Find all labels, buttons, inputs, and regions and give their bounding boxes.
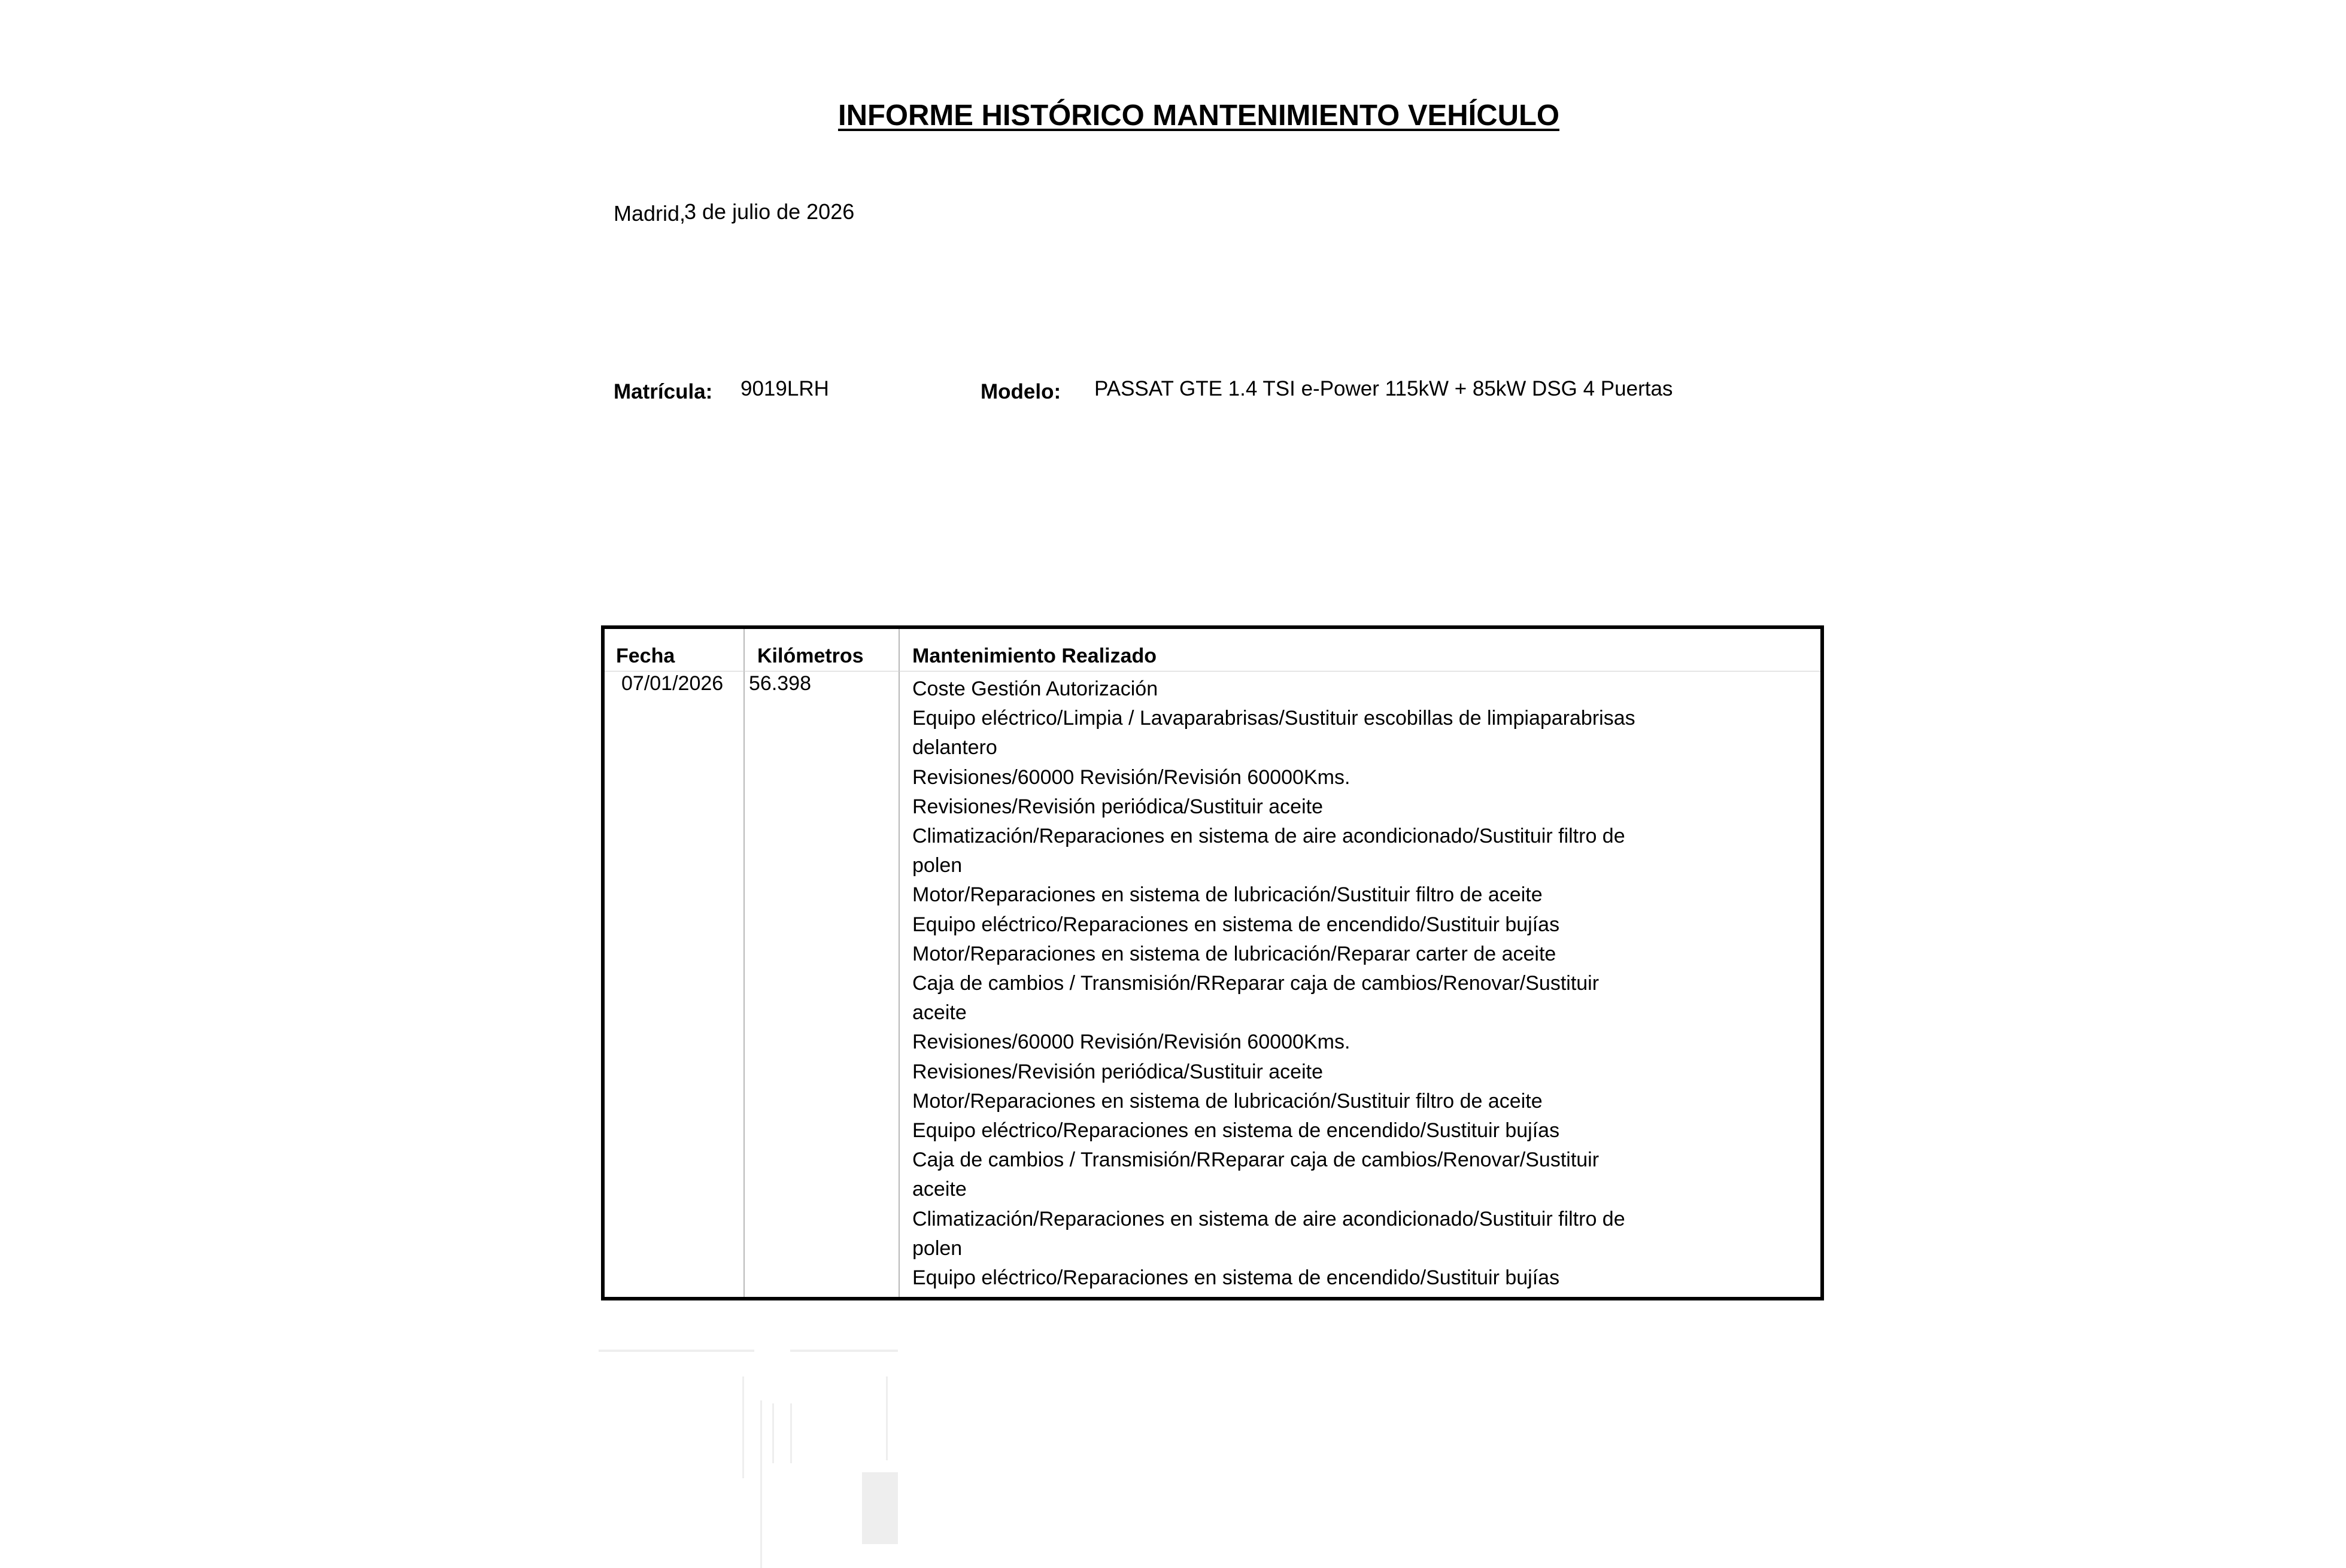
maintenance-line: aceite xyxy=(912,1178,967,1201)
maintenance-line: Motor/Reparaciones en sistema de lubricación/Reparar carter de aceite xyxy=(912,942,1556,965)
maintenance-line: aceite xyxy=(912,1001,967,1025)
model-value: PASSAT GTE 1.4 TSI e-Power 115kW + 85kW DSG 4 Puertas xyxy=(1094,377,1673,400)
maintenance-line: Caja de cambios / Transmisión/RReparar caja de cambios/Renovar/Sustituir xyxy=(912,972,1600,995)
date-text: 3 de julio de 2026 xyxy=(684,199,855,224)
maintenance-line: Caja de cambios / Transmisión/RReparar caja de cambios/Renovar/Sustituir xyxy=(912,1148,1600,1172)
maintenance-line: Climatización/Reparaciones en sistema de aire acondicionado/Sustituir filtro de xyxy=(912,1207,1625,1230)
maintenance-line: polen xyxy=(912,1236,963,1260)
maintenance-line: Equipo eléctrico/Reparaciones en sistema de encendido/Sustituir bujías xyxy=(912,1119,1560,1142)
maintenance-line: Revisiones/Revisión periódica/Sustituir aceite xyxy=(912,1060,1323,1083)
maintenance-line: Equipo eléctrico/Limpia / Lavaparabrisas/Sustituir escobillas de limpiaparabrisas xyxy=(912,707,1635,730)
maintenance-line: Coste Gestión Autorización xyxy=(912,677,1158,700)
maintenance-line: Equipo eléctrico/Reparaciones en sistema de encendido/Sustituir bujías xyxy=(912,1266,1560,1290)
row-date: 07/01/2026 xyxy=(621,672,724,695)
maintenance-table xyxy=(601,625,1824,1300)
plate-label: Matrícula: xyxy=(614,380,713,403)
header-mantenimiento: Mantenimiento Realizado xyxy=(912,645,1157,667)
maintenance-line: Revisiones/60000 Revisión/Revisión 60000Kms. xyxy=(912,765,1350,789)
maintenance-line: polen xyxy=(912,854,963,877)
column-divider xyxy=(899,629,900,1297)
maintenance-line: Motor/Reparaciones en sistema de lubricación/Sustituir filtro de aceite xyxy=(912,883,1543,907)
header-kilometros: Kilómetros xyxy=(757,645,864,667)
column-divider xyxy=(743,629,745,1297)
plate-value: 9019LRH xyxy=(740,377,829,400)
maintenance-line: Revisiones/60000 Revisión/Revisión 60000Kms. xyxy=(912,1031,1350,1054)
place-text: Madrid, xyxy=(614,201,686,226)
maintenance-line: Climatización/Reparaciones en sistema de aire acondicionado/Sustituir filtro de xyxy=(912,825,1625,848)
model-label: Modelo: xyxy=(981,380,1061,403)
maintenance-line: delantero xyxy=(912,736,997,759)
maintenance-line: Equipo eléctrico/Reparaciones en sistema de encendido/Sustituir bujías xyxy=(912,913,1560,936)
maintenance-line: Motor/Reparaciones en sistema de lubricación/Sustituir filtro de aceite xyxy=(912,1089,1543,1113)
maintenance-list xyxy=(912,674,1635,1293)
header-fecha: Fecha xyxy=(616,645,675,667)
row-km: 56.398 xyxy=(749,672,811,695)
maintenance-line: Revisiones/Revisión periódica/Sustituir aceite xyxy=(912,795,1323,818)
report-title: INFORME HISTÓRICO MANTENIMIENTO VEHÍCULO xyxy=(837,99,1560,132)
